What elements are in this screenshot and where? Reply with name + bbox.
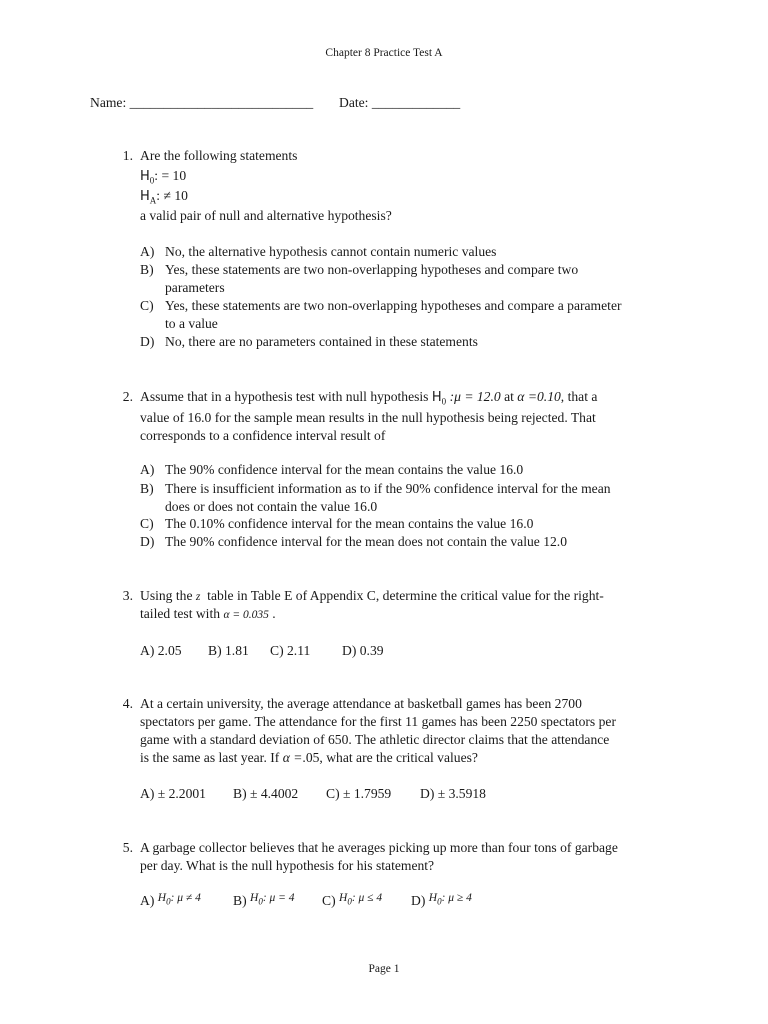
option-a[interactable]: A) 2.05 bbox=[140, 643, 182, 658]
question-stem-line-2: per day. What is the null hypothesis for his statement? bbox=[140, 858, 435, 873]
option-b[interactable]: B) 1.81 bbox=[208, 643, 249, 658]
option-c[interactable]: C) 2.11 bbox=[270, 643, 311, 658]
question-stem-continued: a valid pair of null and alternative hypothesis? bbox=[140, 208, 392, 223]
option-d[interactable]: D) The 90% confidence interval for the mean does not contain the value 12.0 bbox=[140, 534, 568, 549]
option-d[interactable]: D) $^{H_0: \mu \ge 4}$ bbox=[411, 892, 472, 908]
question-stem-line-3: game with a standard deviation of 650. The athletic director claims that the attendance bbox=[140, 732, 610, 747]
question-number: 1. bbox=[122, 148, 133, 163]
date-field bbox=[339, 94, 460, 112]
name-field bbox=[90, 94, 313, 112]
option-b[interactable]: B) ± 4.4002 bbox=[233, 786, 299, 801]
date-line: _____________ bbox=[371, 95, 461, 110]
alternative-hypothesis: $H_A$: ≠ 10 bbox=[140, 188, 188, 206]
null-hypothesis: $H_0$: = 10 bbox=[140, 168, 187, 186]
date-label: Date: bbox=[339, 95, 369, 110]
option-b[interactable]: B) $^{H_0: \mu = 4}$ bbox=[233, 892, 295, 908]
option-c[interactable]: C) ± 1.7959 bbox=[326, 786, 392, 801]
question-stem-line-2: value of 16.0 for the sample mean results in the null hypothesis being rejected. That bbox=[140, 410, 596, 425]
question-stem: Are the following statements bbox=[140, 148, 298, 163]
option-c[interactable]: C) $^{H_0: \mu \le 4}$ bbox=[322, 892, 383, 908]
question-number: 3. bbox=[122, 588, 133, 603]
name-line: ___________________________ bbox=[129, 95, 314, 110]
question-number: 2. bbox=[122, 389, 133, 404]
question-stem-line-1: A garbage collector believes that he averages picking up more than four tons of garbage bbox=[140, 840, 618, 855]
option-d[interactable]: D) 0.39 bbox=[342, 643, 384, 658]
question-stem-line-1: Assume that in a hypothesis test with null hypothesis $H_0$ :μ = 12.0 at α =0.10, that a bbox=[140, 389, 598, 407]
option-d[interactable]: D) No, there are no parameters contained in these statements bbox=[140, 334, 478, 349]
question-stem-line-4: is the same as last year. If α =.05, what are the critical values? bbox=[140, 750, 478, 765]
option-a[interactable]: A) The 90% confidence interval for the mean contains the value 16.0 bbox=[140, 462, 524, 477]
option-a[interactable]: A) $^{H_0: \mu \ne 4}$ bbox=[140, 892, 201, 908]
option-d[interactable]: D) ± 3.5918 bbox=[420, 786, 486, 801]
option-c[interactable]: C) Yes, these statements are two non-overlapping hypotheses and compare a parameter to a value bbox=[140, 298, 622, 331]
question-stem-line-1: Using the z table in Table E of Appendix C, determine the critical value for the right- bbox=[140, 588, 604, 603]
page-header-title: Chapter 8 Practice Test A bbox=[325, 47, 443, 59]
name-label: Name: bbox=[90, 95, 127, 110]
question-number: 5. bbox=[122, 840, 133, 855]
option-a[interactable]: A) No, the alternative hypothesis cannot contain numeric values bbox=[140, 244, 497, 259]
question-stem-line-3: corresponds to a confidence interval result of bbox=[140, 428, 386, 443]
question-stem-line-1: At a certain university, the average attendance at basketball games has been 2700 bbox=[140, 696, 582, 711]
option-c[interactable]: C) The 0.10% confidence interval for the mean contains the value 16.0 bbox=[140, 516, 534, 531]
option-b[interactable]: B) There is insufficient information as to if the 90% confidence interval for the mean does or does not contain the value 16.0 bbox=[140, 481, 611, 514]
question-stem-line-2: spectators per game. The attendance for the first 11 games has been 2250 spectators per bbox=[140, 714, 616, 729]
page-number: Page 1 bbox=[368, 963, 400, 975]
option-a[interactable]: A) ± 2.2001 bbox=[140, 786, 206, 801]
question-number: 4. bbox=[122, 696, 133, 711]
option-b[interactable]: B) Yes, these statements are two non-overlapping hypotheses and compare two parameters bbox=[140, 262, 579, 295]
question-stem-line-2: tailed test with α = 0.035 . bbox=[140, 606, 276, 621]
